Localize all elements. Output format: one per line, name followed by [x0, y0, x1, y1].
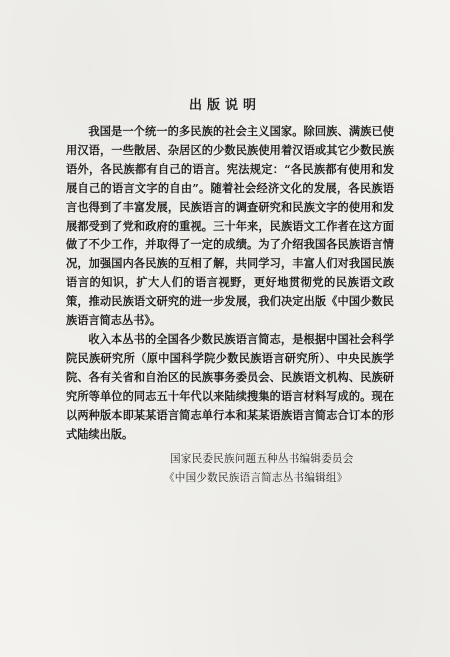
- paragraph-sources: 收入本丛书的全国各少数民族语言简志，是根据中国社会科学院民族研究所（原中国科学院少数民族语言研究所）、中央民族学院、各有关省和自治区的民族事务委员会、民族语文机构、民族研究所等单位的同志五十年代以来陆续搜集的语言材料写成的。现在以两种版本即某某语言简志单行本和某某语族语言简志合订本的形式陆续出版。: [66, 331, 394, 441]
- body-text: [66, 122, 394, 443]
- page-title: 出版说明: [188, 98, 261, 113]
- paragraph-intro: 我国是一个统一的多民族的社会主义国家。除回族、满族已使用汉语，一些散居、杂居区的少数民族使用着汉语或其它少数民族语外，各民族都有自己的语言。宪法规定：“各民族都有使用和发展自己的语言文字的自由”。随着社会经济文化的发展，各民族语言也得到了丰富发展，民族语言的调查研究和民族文字的使用和发展都受到了党和政府的重视。三十年来，民族语文工作者在这方面做了不少工作，并取得了一定的成绩。为了介绍我国各民族语言情况，加强国内各民族的互相了解，共同学习，丰富人们对我国民族语言的知识，扩大人们的语言视野，更好地贯彻党的民族语文政策，推动民族语文研究的进一步发展，我们决定出版《中国少数民族语言简志丛书》。: [66, 124, 394, 328]
- signature-editorial-group: 《中国少数民族语言简志丛书编辑组》: [164, 471, 348, 484]
- signature-committee: 国家民委民族问题五种丛书编辑委员会: [170, 453, 354, 465]
- signature-block: [164, 450, 400, 487]
